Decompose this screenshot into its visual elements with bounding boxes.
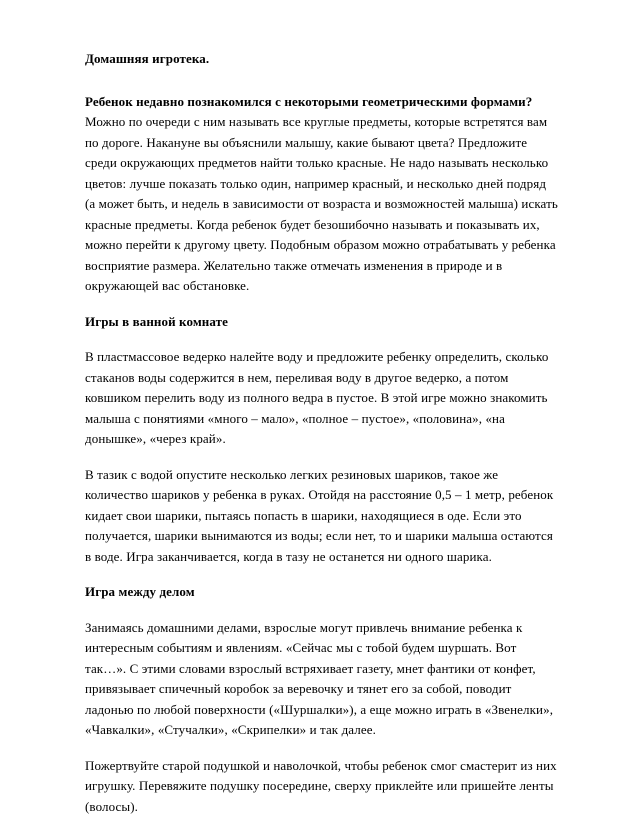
paragraph-intro	[85, 92, 559, 297]
paragraph-pillow-toy: Пожертвуйте старой подушкой и наволочкой, чтобы ребенок смог смастерит из них игрушку. Перевяжите подушку посередине, сверху приклейте или пришейте ленты (волосы).	[85, 757, 557, 814]
paragraph-rustling-game: Занимаясь домашними делами, взрослые могут привлечь внимание ребенка к интересным событиям и явлениям. «Сейчас мы с тобой будем шуршать. Вот так…». С этими словами взрослый встряхивает газету, мнет фантики от конфет, привязывает спичечный коробок за веревочку и тянет его за собой, поводит ладонью по любой поверхности («Шуршалки»), а еще можно играть в «Звенелки», «Чавкалки», «Стучалки», «Скрипелки» и так далее.	[85, 619, 554, 737]
heading-between-chores: Игра между делом	[85, 584, 195, 599]
paragraph-intro-body: Можно по очереди с ним называть все круглые предметы, которые встретятся вам по дороге. Накануне вы объяснили малышу, какие бывают цвета? Предложите среди окружающих предметов найти только красные. Не надо называть несколько цветов: лучше показать только один, например красный, и несколько дней подряд (а может быть, и недель в зависимости от возраста и возможностей малыша) искать красные предметы. Когда ребенок будет безошибочно называть и показывать их, можно перейти к другому цвету. Подобным образом можно отрабатывать у ребенка восприятие размера. Желательно также отмечать изменения в природе и в окружающей вас обстановке.	[85, 114, 558, 293]
paragraph-intro-lead: Ребенок недавно познакомился с некоторыми геометрическими формами?	[85, 93, 533, 109]
heading-bathroom-games: Игры в ванной комнате	[85, 313, 228, 329]
document-title: Домашняя игротека.	[85, 51, 210, 66]
paragraph-balls-game: В тазик с водой опустите несколько легких резиновых шариков, такое же количество шариков у ребенка в руках. Отойдя на расстояние 0,5 – 1 метр, ребенок кидает свои шарики, пытаясь попасть в шарики, находящиеся в оде. Если это получается, шарики вынимаются из воды; если нет, то и шарики малыша остаются в воде. Игра заканчивается, когда в тазу не останется ни одного шарика.	[85, 466, 554, 564]
document-page	[85, 49, 559, 832]
paragraph-bucket-game: В пластмассовое ведерко налейте воду и предложите ребенку определить, сколько стаканов воды содержится в нем, переливая воду в другое ведерко, а потом ковшиком перелить воду из полного ведра в пустое. В этой игре можно знакомить малыша с понятиями «много – мало», «полное – пустое», «половина», «на донышке», «через край».	[85, 349, 549, 446]
